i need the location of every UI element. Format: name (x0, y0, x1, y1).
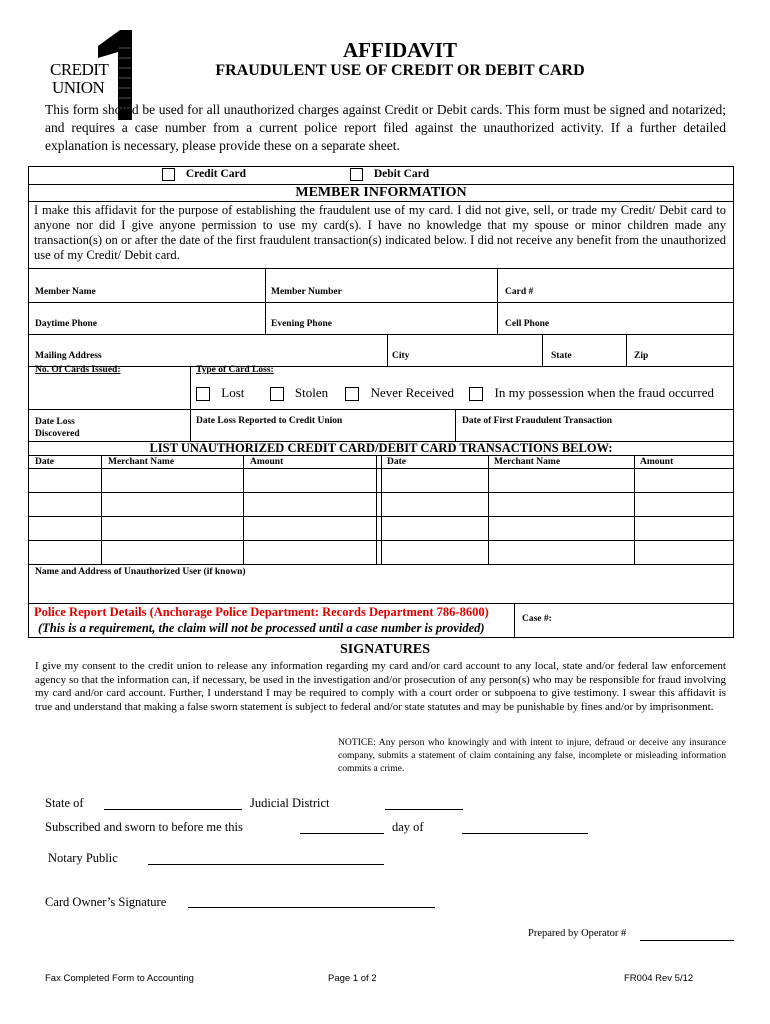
footer-fax-note: Fax Completed Form to Accounting (45, 973, 194, 984)
notice-paragraph: NOTICE: Any person who knowingly and with intent to injure, defraud or deceive any insurance company, submits a statement of claim containing any false, incomplete or misleading information commits a crime. (338, 737, 726, 774)
subscribed-month-input[interactable] (462, 833, 588, 834)
prepared-by-label: Prepared by Operator # (528, 928, 627, 939)
consent-paragraph: I give my consent to the credit union to release any information regarding my card and/or card account to any local, state and/or federal law enforcement agency so that the information can, if necessary, be used in the investigation and/or prosecution of any person(s) who may be responsible for fraud involving my card and/or card account. Further, I understand I may be required to comply with a court order or subpoena to give testimony. I swear this affidavit is true and understand that making a false sworn statement is subject to federal and/or state statutes and may be punishable by fines and/or by imprisonment. (35, 660, 726, 713)
footer-revision: FR004 Rev 5/12 (624, 973, 694, 984)
notary-signature-input[interactable] (148, 864, 384, 865)
credit-card-label: Credit Card (185, 168, 247, 181)
loss-never-received-option[interactable] (345, 385, 457, 400)
loss-stolen-label: Stolen (294, 385, 329, 400)
signatures-heading: SIGNATURES (340, 642, 430, 657)
loss-stolen-option[interactable] (270, 385, 332, 400)
loss-lost-checkbox[interactable] (196, 387, 210, 401)
intro-paragraph: This form should be used for all unauthorized charges against Credit or Debit cards. This form must be signed and notarized; and requires a case number from a current police report filed against the unauthorized activity. If a further detailed explanation is necessary, please provide these on a separate sheet. (45, 102, 726, 153)
loss-stolen-checkbox[interactable] (270, 387, 284, 401)
col-amount-right: Amount (640, 457, 674, 467)
logo-word-union: UNION (52, 78, 105, 97)
member-information-heading: MEMBER INFORMATION (295, 185, 467, 200)
police-report-details: Police Report Details (Anchorage Police Department: Records Department 786-8600) (34, 605, 489, 619)
loss-lost-label: Lost (221, 385, 245, 400)
member-statement: I make this affidavit for the purpose of establishing the fraudulent use of my card. I did not give, sell, or trade my Credit/ Debit card to anyone nor did I give anyone permission to use my card(s). I have no knowledge that my spouse or minor children made any transaction(s) on or after the date of the first fraudulent transaction(s) indicated below. I did not receive any benefit from the unauthorized use of my Credit/ Debit card. (34, 203, 726, 262)
date-first-fraud-field[interactable]: Date of First Fraudulent Transaction (462, 416, 613, 426)
daytime-phone-field[interactable]: Daytime Phone (35, 319, 98, 329)
state-of-label: State of (45, 796, 84, 810)
credit-card-checkbox[interactable] (162, 168, 175, 181)
cell-phone-field[interactable]: Cell Phone (505, 319, 550, 329)
transaction-cells[interactable] (29, 469, 733, 564)
date-reported-field[interactable]: Date Loss Reported to Credit Union (196, 416, 343, 426)
day-of-label: day of (392, 820, 424, 834)
col-date-right: Date (387, 457, 406, 467)
city-field[interactable]: City (392, 351, 410, 361)
operator-number-input[interactable] (640, 940, 734, 941)
cards-issued-field[interactable]: No. Of Cards Issued: (35, 365, 121, 375)
mailing-address-field[interactable]: Mailing Address (35, 351, 102, 361)
logo-word-credit: CREDIT (50, 60, 109, 79)
date-loss-label-2: Discovered (35, 429, 80, 439)
page-subtitle: FRAUDULENT USE OF CREDIT OR DEBIT CARD (215, 62, 585, 79)
page-title: AFFIDAVIT (343, 38, 457, 62)
notary-public-label: Notary Public (48, 851, 118, 865)
card-owner-label: Card Owner’s Signature (45, 895, 167, 909)
member-name-field[interactable]: Member Name (35, 287, 96, 297)
member-number-field[interactable]: Member Number (271, 287, 342, 297)
col-amount-left: Amount (250, 457, 284, 467)
col-merchant-left: Merchant Name (108, 457, 175, 467)
footer-page-number: Page 1 of 2 (328, 973, 377, 984)
state-field[interactable]: State (551, 351, 572, 361)
police-report-requirement: (This is a requirement, the claim will not be processed until a case number is provided) (38, 621, 485, 635)
loss-in-possession-label: In my possession when the fraud occurred (494, 385, 714, 400)
loss-in-possession-option[interactable] (469, 385, 714, 400)
credit-card-option[interactable] (162, 168, 246, 181)
evening-phone-field[interactable]: Evening Phone (271, 319, 332, 329)
card-owner-signature-input[interactable] (188, 907, 435, 908)
loss-in-possession-checkbox[interactable] (469, 387, 483, 401)
debit-card-checkbox[interactable] (350, 168, 363, 181)
col-date-left: Date (35, 457, 54, 467)
loss-options (196, 385, 714, 401)
loss-never-received-checkbox[interactable] (345, 387, 359, 401)
col-merchant-right: Merchant Name (494, 457, 561, 467)
zip-field[interactable]: Zip (634, 351, 649, 361)
loss-never-received-label: Never Received (370, 385, 454, 400)
unauthorized-user-field[interactable]: Name and Address of Unauthorized User (if known) (35, 567, 246, 577)
debit-card-label: Debit Card (373, 168, 430, 181)
type-of-loss-label: Type of Card Loss: (196, 365, 274, 375)
state-of-input[interactable] (104, 809, 242, 810)
debit-card-option[interactable] (350, 168, 429, 181)
case-number-field[interactable]: Case #: (522, 614, 552, 624)
date-loss-label-1: Date Loss (35, 417, 75, 427)
subscribed-day-input[interactable] (300, 833, 384, 834)
card-number-field[interactable]: Card # (505, 287, 534, 297)
transactions-heading: LIST UNAUTHORIZED CREDIT CARD/DEBIT CARD TRANSACTIONS BELOW: (149, 441, 613, 455)
judicial-district-label: Judicial District (250, 796, 330, 810)
judicial-district-input[interactable] (385, 809, 463, 810)
date-loss-discovered-field[interactable] (35, 416, 80, 440)
loss-lost-option[interactable] (196, 385, 248, 400)
subscribed-label: Subscribed and sworn to before me this (45, 820, 243, 834)
